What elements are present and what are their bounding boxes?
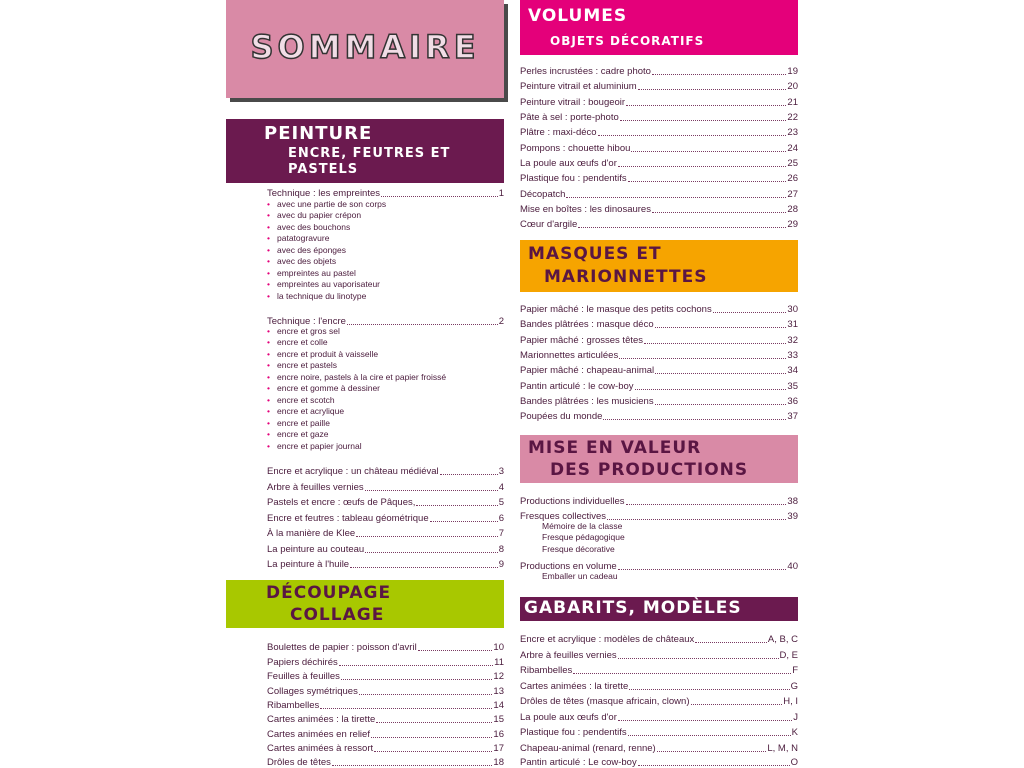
toc-entry: À la manière de Klee 7: [267, 528, 504, 539]
volumes-banner: [520, 0, 798, 55]
toc-entry: Peinture vitrail : bougeoir 21: [520, 97, 798, 108]
toc-entry: Plâtre : maxi-déco 23: [520, 127, 798, 138]
toc-entry: Plastique fou : pendentifs 26: [520, 173, 798, 184]
sommaire-title: SOMMAIRE: [250, 28, 480, 66]
toc-entry: Technique : les empreintes 1: [267, 188, 504, 199]
list-item: • encre et paille: [267, 418, 330, 429]
toc-entry: Ribambelles 14: [267, 700, 504, 711]
sommaire-banner: [226, 0, 504, 98]
sub-item: Fresque décorative: [542, 544, 615, 554]
toc-entry: Papier mâché : le masque des petits cochons 30: [520, 304, 798, 315]
peinture-subtitle-2: PASTELS: [288, 162, 359, 177]
list-item: • encre et pastels: [267, 360, 337, 371]
toc-entry: Drôles de têtes (masque africain, clown) H, I: [520, 696, 798, 707]
toc-entry: Ribambelles F: [520, 665, 798, 676]
list-item: • encre et scotch: [267, 395, 335, 406]
toc-entry: Arbre à feuilles vernies 4: [267, 482, 504, 493]
volumes-title: VOLUMES: [528, 6, 628, 26]
toc-entry: Encre et acrylique : un château médiéval 3: [267, 466, 504, 477]
toc-entry: Cartes animées à ressort 17: [267, 743, 504, 754]
gabarits-banner: [520, 597, 798, 621]
list-item: • avec une partie de son corps: [267, 199, 386, 210]
masques-title: MASQUES ET: [528, 244, 662, 264]
toc-entry: Papier mâché : grosses têtes 32: [520, 335, 798, 346]
toc-entry: Encre et feutres : tableau géométrique 6: [267, 513, 504, 524]
toc-entry: Pantin articulé : le cow-boy 35: [520, 381, 798, 392]
list-item: • avec des éponges: [267, 245, 346, 256]
toc-entry: Pâte à sel : porte-photo 22: [520, 112, 798, 123]
sub-item: Fresque pédagogique: [542, 532, 625, 542]
toc-entry: Boulettes de papier : poisson d'avril 10: [267, 642, 504, 653]
gabarits-title: GABARITS, MODÈLES: [524, 598, 742, 618]
list-item: • encre et gomme à dessiner: [267, 383, 380, 394]
masques-banner: [520, 240, 798, 292]
toc-entry: Pompons : chouette hibou 24: [520, 143, 798, 154]
list-item: • avec des bouchons: [267, 222, 350, 233]
list-item: • avec des objets: [267, 256, 336, 267]
list-item: • empreintes au pastel: [267, 268, 356, 279]
sub-item: Emballer un cadeau: [542, 571, 618, 581]
toc-entry: Pastels et encre : œufs de Pâques, 5: [267, 497, 504, 508]
list-item: • la technique du linotype: [267, 291, 366, 302]
toc-entry: Chapeau-animal (renard, renne) L, M, N: [520, 743, 798, 754]
list-item: • encre et produit à vaisselle: [267, 349, 378, 360]
toc-entry: Cœur d'argile 29: [520, 219, 798, 230]
toc-entry: Feuilles à feuilles 12: [267, 671, 504, 682]
list-item: • encre et gros sel: [267, 326, 340, 337]
list-item: • encre et colle: [267, 337, 328, 348]
toc-entry: Technique : l'encre 2: [267, 316, 504, 327]
toc-entry: La peinture à l'huile 9: [267, 559, 504, 570]
toc-entry: Bandes plâtrées : masque déco 31: [520, 319, 798, 330]
list-item: • encre et acrylique: [267, 406, 344, 417]
volumes-subtitle: OBJETS DÉCORATIFS: [550, 34, 705, 48]
peinture-subtitle-1: ENCRE, FEUTRES ET: [288, 146, 451, 161]
masques-subtitle: MARIONNETTES: [544, 267, 708, 287]
toc-entry: Fresques collectives 39: [520, 511, 798, 522]
list-item: • encre et papier journal: [267, 441, 362, 452]
toc-entry: Productions en volume 40: [520, 561, 798, 572]
toc-entry: Collages symétriques 13: [267, 686, 504, 697]
mise-title: MISE EN VALEUR: [528, 438, 702, 458]
list-item: • encre noire, pastels à la cire et papier froissé: [267, 372, 446, 383]
toc-entry: Perles incrustées : cadre photo 19: [520, 66, 798, 77]
peinture-title: PEINTURE: [264, 123, 373, 144]
toc-entry: Décopatch 27: [520, 189, 798, 200]
toc-entry: La peinture au couteau 8: [267, 544, 504, 555]
toc-entry: Peinture vitrail et aluminium 20: [520, 81, 798, 92]
toc-entry: Productions individuelles 38: [520, 496, 798, 507]
toc-entry: Marionnettes articulées 33: [520, 350, 798, 361]
toc-entry: Papiers déchirés 11: [267, 657, 504, 668]
toc-entry: Poupées du monde 37: [520, 411, 798, 422]
toc-entry: Mise en boîtes : les dinosaures 28: [520, 204, 798, 215]
toc-entry: Papier mâché : chapeau-animal 34: [520, 365, 798, 376]
peinture-banner: [226, 119, 504, 183]
list-item: • patatogravure: [267, 233, 329, 244]
toc-entry: Cartes animées en relief 16: [267, 729, 504, 740]
toc-entry: Pantin articulé : Le cow-boy O: [520, 757, 798, 768]
toc-entry: Cartes animées : la tirette G: [520, 681, 798, 692]
toc-entry: Plastique fou : pendentifs K: [520, 727, 798, 738]
toc-entry: Encre et acrylique : modèles de châteaux A, B, C: [520, 634, 798, 645]
list-item: • avec du papier crépon: [267, 210, 361, 221]
toc-entry: La poule aux œufs d'or 25: [520, 158, 798, 169]
list-item: • encre et gaze: [267, 429, 329, 440]
toc-entry: Arbre à feuilles vernies D, E: [520, 650, 798, 661]
decoupage-banner: [226, 580, 504, 628]
toc-entry: La poule aux œufs d'or J: [520, 712, 798, 723]
mise-banner: [520, 435, 798, 483]
list-item: • empreintes au vaporisateur: [267, 279, 380, 290]
decoupage-title: DÉCOUPAGE: [266, 583, 392, 603]
toc-entry: Bandes plâtrées : les musiciens 36: [520, 396, 798, 407]
toc-entry: Drôles de têtes 18: [267, 757, 504, 768]
toc-entry: Cartes animées : la tirette 15: [267, 714, 504, 725]
decoupage-subtitle: COLLAGE: [290, 605, 385, 625]
sub-item: Mémoire de la classe: [542, 521, 623, 531]
mise-subtitle: DES PRODUCTIONS: [550, 460, 749, 480]
